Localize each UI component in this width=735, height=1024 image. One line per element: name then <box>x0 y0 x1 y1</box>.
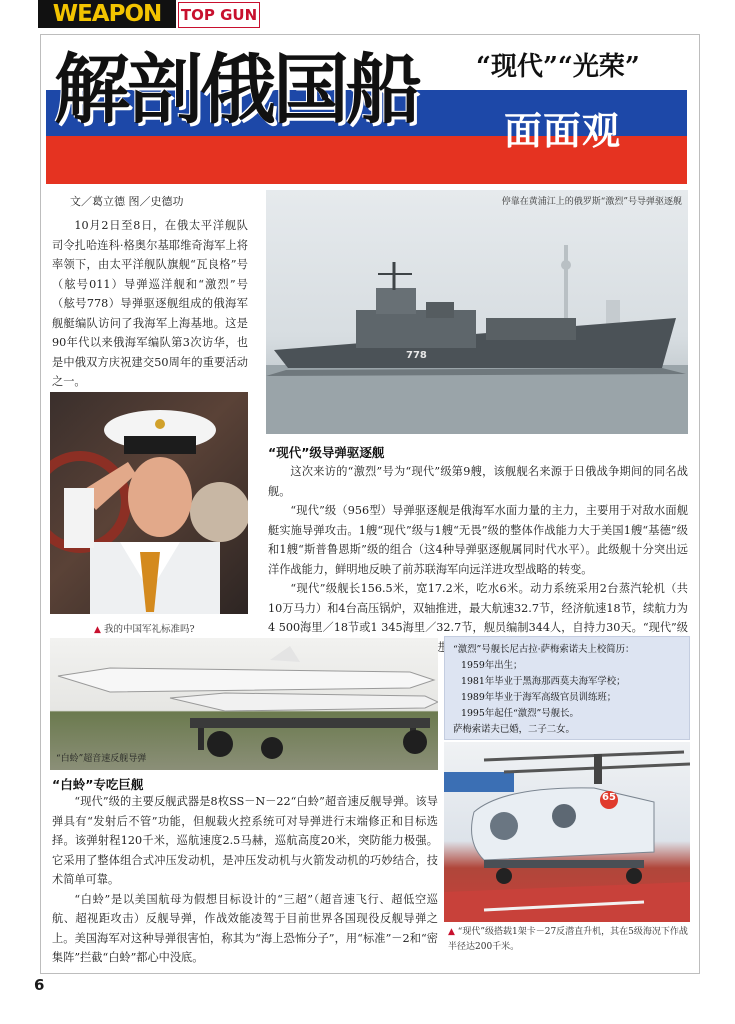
ship-hull-number: 778 <box>406 350 427 361</box>
bio-item: 1989年毕业于海军高级官员训练班； <box>461 692 617 703</box>
sailor-photo-caption <box>94 621 195 635</box>
title-subtitle-line2: 面面观 <box>504 108 622 153</box>
sailor-caption-text: 我的中国军礼标准吗? <box>103 624 195 635</box>
sailor-photo <box>50 392 248 614</box>
title-banner <box>46 40 687 184</box>
title-subtitle-line1: “现代”“光荣” <box>476 52 640 82</box>
triangle-marker-icon: ▲ <box>94 625 101 635</box>
bio-item: 1959年出生； <box>461 660 523 671</box>
intro-paragraph: 10月2日至8日，在俄太平洋舰队司令扎哈连科·格奥尔基耶维奇海军上将率领下，由太平洋舰队旗舰“瓦良格”号（舷号011）导弹巡洋舰和“激烈”号（舷号778）导弹驱逐舰组成的俄海军舰艇编队访问了我海军上海基地。这是90年代以来俄海军编队第3次访华，也是中俄双方庆祝建交50周年的重要活动之一。 <box>52 219 248 388</box>
bio-item: 1995年起任“激烈”号舰长。 <box>461 708 579 719</box>
section2-body <box>52 792 438 968</box>
bio-list <box>453 658 626 738</box>
section1-body <box>268 462 688 657</box>
helicopter-photo-caption <box>448 925 694 955</box>
section2-paragraph: “白蛉”是以美国航母为假想目标设计的“三超”（超音速飞行、超低空巡航、超视距攻击）反舰导弹，作战效能凌驾于目前世界各国现役反舰导弹之上。美国海军对这种导弹很害怕，称其为“海上恐怖分子”，用“标准”－2和“密集阵”拦截“白蛉”都心中没底。 <box>52 892 438 964</box>
section1-paragraph: 这次来访的“激烈”号为“现代”级第9艘，该舰舰名来源于日俄战争期间的同名战舰。 <box>268 465 688 498</box>
missile-photo-caption: “白蛉”超音速反舰导弹 <box>56 754 147 764</box>
sailor-illustration <box>50 392 248 614</box>
bio-item: 1981年毕业于黑海那西莫夫海军学校； <box>461 676 626 687</box>
brand-weapon-label: WEAPON <box>38 0 176 28</box>
section1-paragraph: “现代”级（956型）导弹驱逐舰是俄海军水面力量的主力，主要用于对敌水面舰艇实施导弹攻击。1艘“现代”级与1艘“无畏”级的整体作战能力大于美国1艘“基德”级和1艘“斯普鲁恩斯”级的组合（这4种导弹驱逐舰属同时代水平）。此级舰十分突出远洋作战能力，鲜明地反映了前苏联海军向远洋进攻型战略的转变。 <box>268 504 688 576</box>
brand-topgun-label: TOP GUN <box>178 2 260 28</box>
section2-heading: “白蛉”专吃巨舰 <box>52 777 144 792</box>
bio-item: 萨梅索诺夫已婚，二子二女。 <box>453 724 575 735</box>
captain-bio-box <box>444 636 690 740</box>
ship-photo <box>266 190 688 434</box>
helicopter-illustration <box>444 742 690 922</box>
destroyer-illustration <box>266 190 688 434</box>
section1-paragraph: “现代”级舰长156.5米，宽17.2米，吃水6米。动力系统采用2台蒸汽轮机（共10万马力）和4台高压锅炉，双轴推进，最大航速32.7节，经济航速18节，续航力为4 500海里／18节或1 345海里／32.7节，舰员编制344人，自持力30天。“现代”级 进 <box>268 582 688 654</box>
helicopter-number: 65 <box>602 792 616 803</box>
byline: 文／葛立德 图／史德功 <box>70 195 184 208</box>
page-title: 解剖俄国船 <box>54 45 419 134</box>
ship-photo-caption: 停靠在黄浦江上的俄罗斯“激烈”号导弹驱逐舰 <box>501 197 682 207</box>
helicopter-caption-text: “现代”级搭载1架卡－27反潜直升机，其在5级海况下作战半径达200千米。 <box>448 927 688 952</box>
section1-heading: “现代”级导弹驱逐舰 <box>268 445 385 460</box>
magazine-brand <box>38 0 260 28</box>
missile-photo <box>50 638 438 770</box>
triangle-marker-icon: ▲ <box>448 927 455 937</box>
section2-paragraph: “现代”级的主要反舰武器是8枚SS－N－22“白蛉”超音速反舰导弹。该导弹具有“发射后不管”功能，但舰载火控系统可对导弹进行末端修正和目标选择。该弹射程120千米，巡航速度2.5马赫，巡航高度20米，突防能力极强。它采用了整体组合式冲压发动机，是冲压发动机与火箭发动机的巧妙结合，技术简单可靠。 <box>52 795 438 886</box>
bio-title: “激烈”号舰长尼古拉·萨梅索诺夫上校简历： <box>453 644 635 655</box>
helicopter-photo <box>444 742 690 922</box>
page-number: 6 <box>34 976 45 994</box>
